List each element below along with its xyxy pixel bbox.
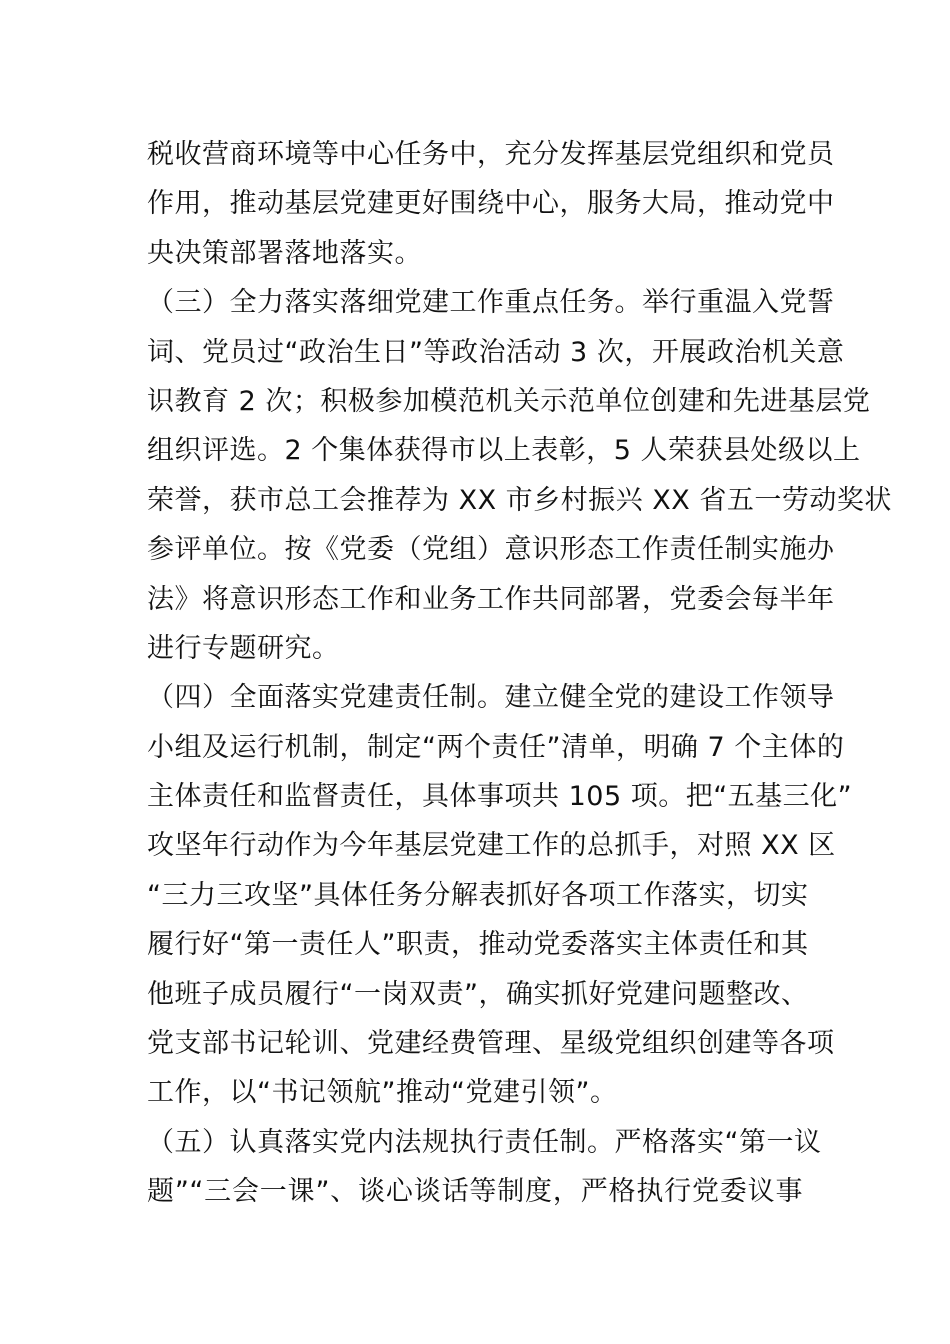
- text-line: 税收营商环境等中心任务中，充分发挥基层党组织和党员: [147, 139, 835, 170]
- section-heading-line: （三）全力落实落细党建工作重点任务。举行重温入党誓: [147, 287, 835, 319]
- text-line: 识教育 2 次；积极参加模范机关示范单位创建和先进基层党: [147, 385, 871, 417]
- text-line: “三力三攻坚”具体任务分解表抓好各项工作落实，切实: [147, 879, 809, 911]
- text-line: 党支部书记轮训、党建经费管理、星级党组织创建等各项: [147, 1028, 835, 1060]
- text-line: 履行好“第一责任人”职责，推动党委落实主体责任和其: [147, 929, 809, 961]
- text-line: 主体责任和监督责任，具体事项共 105 项。把“五基三化”: [147, 781, 853, 813]
- text-line: 进行专题研究。: [147, 632, 340, 664]
- text-line: 题”“三会一课”、谈心谈话等制度，严格执行党委议事: [147, 1176, 803, 1208]
- body-text: [147, 130, 892, 1217]
- section-heading-line: （五）认真落实党内法规执行责任制。严格落实“第一议: [147, 1126, 822, 1158]
- text-line: 词、党员过“政治生日”等政治活动 3 次，开展政治机关意: [147, 336, 845, 368]
- section-heading-line: （四）全面落实党建责任制。建立健全党的建设工作领导: [147, 682, 835, 714]
- text-line: 法》将意识形态工作和业务工作共同部署，党委会每半年: [147, 583, 835, 615]
- text-line: 小组及运行机制，制定“两个责任”清单，明确 7 个主体的: [147, 731, 845, 763]
- text-line: 参评单位。按《党委（党组）意识形态工作责任制实施办: [147, 534, 835, 566]
- text-line: 组织评选。2 个集体获得市以上表彰，5 人荣获县处级以上: [147, 435, 861, 467]
- text-line: 攻坚年行动作为今年基层党建工作的总抓手，对照 XX 区: [147, 830, 836, 862]
- text-line: 作用，推动基层党建更好围绕中心，服务大局，推动党中: [147, 188, 835, 220]
- text-line: 央决策部署落地落实。: [147, 237, 422, 269]
- text-line: 荣誉，获市总工会推荐为 XX 市乡村振兴 XX 省五一劳动奖状: [147, 484, 892, 516]
- text-line: 工作，以“书记领航”推动“党建引领”。: [147, 1077, 618, 1109]
- text-line: 他班子成员履行“一岗双责”，确实抓好党建问题整改、: [147, 978, 809, 1010]
